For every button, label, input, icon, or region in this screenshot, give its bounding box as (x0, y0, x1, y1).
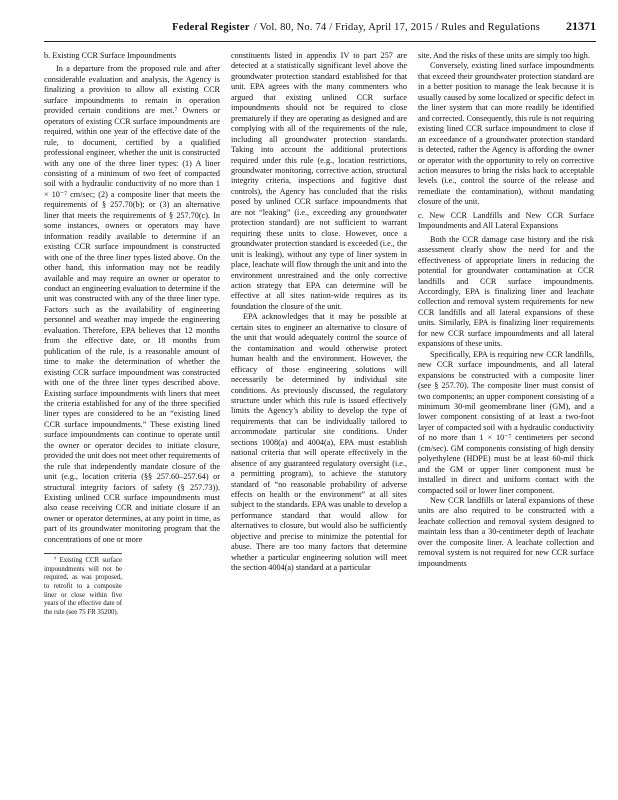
issue-details: / Vol. 80, No. 74 / Friday, April 17, 2015 / Rules and Regulations (253, 22, 540, 33)
publication-title: Federal Register (172, 22, 250, 33)
paragraph: Conversely, existing lined surface impoundments that exceed their groundwater protection standard are in a better position to manage the leak because it is usually caused by some localized or specific defect in the liner system that can more readily be identified and corrected. Consequently, this rule is not requiring existing lined CCR surface impoundment to close if an exceedance of a groundwater protection standard is detected, rather the Agency is affording the owner or operator with the opportunity to rely on corrective action measures to bring the risks back to acceptable levels (i.e., control the source of the release and remediate the contamination), without mandating closure of the unit. (418, 61, 594, 207)
paragraph: Specifically, EPA is requiring new CCR landfills, new CCR surface impoundments, and all lateral expansions be constructed with a composite liner (see § 257.70). The composite liner must consist of two components; an upper component consisting of a minimum 30-mil geomembrane liner (GM), and a lower component consisting of at least a two-foot layer of compacted soil with a hydraulic conductivity of no more than 1 × 10⁻⁷ centimeters per second (cm/sec). GM components consisting of high density polyethylene (HDPE) must be at least 60-mil thick and the GM or upper liner component must be installed in direct and uniform contact with the compacted soil or lower liner component. (418, 349, 594, 495)
text-columns (44, 51, 596, 617)
running-header (44, 12, 596, 42)
paragraph: EPA acknowledges that it may be possible at certain sites to engineer an alternative to closure of the unit that would adequately control the source of the contamination and would otherwise protect human health and the environment. However, the efficacy of those engineering solutions will necessarily be determined by individual site conditions. As previously discussed, the regulatory structure under which this rule is issued effectively limits the Agency’s ability to develop the type of requirements that can be individually tailored to accommodate particular site conditions. Under sections 1008(a) and 4004(a), EPA must establish national criteria that will operate effectively in the absence of any guaranteed regulatory oversight (i.e., a permitting program), to achieve the statutory standard of “no reasonable probability of adverse effects on health or the environment” at all sites subject to the standards. EPA was unable to develop a performance standard that would allow for alternatives to closure, but would also be sufficiently objective and precise to minimize the potential for abuse. There are too many factors that determine whether a particular engineering solution will meet the section 4004(a) standard at a particular (231, 312, 407, 573)
footnote (44, 553, 122, 617)
page-number: 21371 (566, 19, 596, 33)
paragraph: In a departure from the proposed rule and after considerable evaluation and analysis, the Agency is finalizing a provision to allow all existing CCR surface impoundments to remain in operation provided certain conditions are met.⁷ Owners or operators of existing CCR surface impoundments are required, within one year of the effective date of the rule, to document, certified by a qualified professional engineer, whether the unit is constructed with any one of the three liner types: (1) A liner consisting of a minimum of two feet of compacted soil with a hydraulic conductivity of no more than 1 × 10⁻⁷ cm/sec; (2) a composite liner that meets the requirements of § 257.70(b); or (3) an alternative liner that meets the requirements of § 257.70(c). In some instances, owners or operators may have information readily available to determine if an existing CCR surface impoundment is constructed with one of the three liner types listed above. On the other hand, this information may not be readily available and may require an owner or operator to conduct an engineering evaluation to determine if the unit was constructed with any of the three liner type. Factors such as the availability of engineering personnel and weather may impede the engineering evaluation. Therefore, EPA believes that 12 months from the effective date, or 18 months from publication of the rule, is a reasonable amount of time to make the determination of whether the existing CCR surface impoundment was constructed with one of the three liner types described above. Existing surface impoundments with liners that meet the criteria established for any of the three specified liner types are considered to be an “existing lined CCR surface impoundments.” These existing lined surface impoundments can continue to operate until the owner or operator decides to initiate closure, provided the unit does not meet other requirements of the rule that independently mandate closure of the unit (e.g., location criteria (§§ 257.60–257.64) or structural integrity factors of safety (§ 257.73)). Existing unlined CCR surface impoundments must also cease receiving CCR and initiate closure if an owner or operator determines, at any point in time, as part of its groundwater monitoring program that the concentrations of one or more (44, 64, 220, 544)
paragraph-continued: constituents listed in appendix IV to part 257 are detected at a statistically significant level above the groundwater protection standard established for that unit. EPA agrees with the many commenters who argued that existing unlined CCR surface impoundments should not be required to close prematurely if they are operating as designed and are complying with all of the requirements of the rule, including all groundwater protection standards. Taking into account the additional protections required under this rule (e.g., location restrictions, groundwater monitoring, corrective action, structural integrity criteria, inspections and fugitive dust controls), the Agency has concluded that the risks posed by unlined CCR surface impoundments that are not “leaking” (i.e., exceeding any groundwater protection standard) are not sufficient to warrant requiring these units to close. However, once a groundwater protection standard is exceeded (i.e., the unit is leaking), without any type of liner system in place, leachate will flow through the unit and into the environment unrestrained and the only corrective action strategy that EPA can determine will be effective at all sites nation-wide requires as its foundation the closure of the unit. (231, 51, 407, 311)
column-3 (418, 51, 594, 617)
column-2 (231, 51, 407, 617)
footnote-text: ⁷ Existing CCR surface impoundments will not be required, as was proposed, to retrofit to a composite liner or close within five years of the effective date of the rule (see 75 FR 35200). (44, 557, 122, 616)
column-1 (44, 51, 220, 617)
paragraph-continued: site. And the risks of these units are simply too high. (418, 51, 590, 60)
paragraph: New CCR landfills or lateral expansions of these units are also required to be constructed with a leachate collection and removal system designed to maintain less than a 30-centimeter depth of leachate over the composite liner. A leachate collection and removal system is not required for new CCR surface impoundments (418, 496, 594, 568)
section-heading: c. New CCR Landfills and New CCR Surface Impoundments and All Lateral Expansions (418, 210, 594, 231)
section-heading: b. Existing CCR Surface Impoundments (44, 51, 177, 60)
paragraph: Both the CCR damage case history and the risk assessment clearly show the need for and the effectiveness of appropriate liners in reducing the potential for groundwater contamination at CCR landfills and CCR surface impoundments. Accordingly, EPA is finalizing liner and leachate collection and removal system requirements for new CCR landfills and all lateral expansions of these units. Similarly, EPA is finalizing liner requirements for new CCR surface impoundments and all lateral expansions of these units. (418, 234, 594, 349)
